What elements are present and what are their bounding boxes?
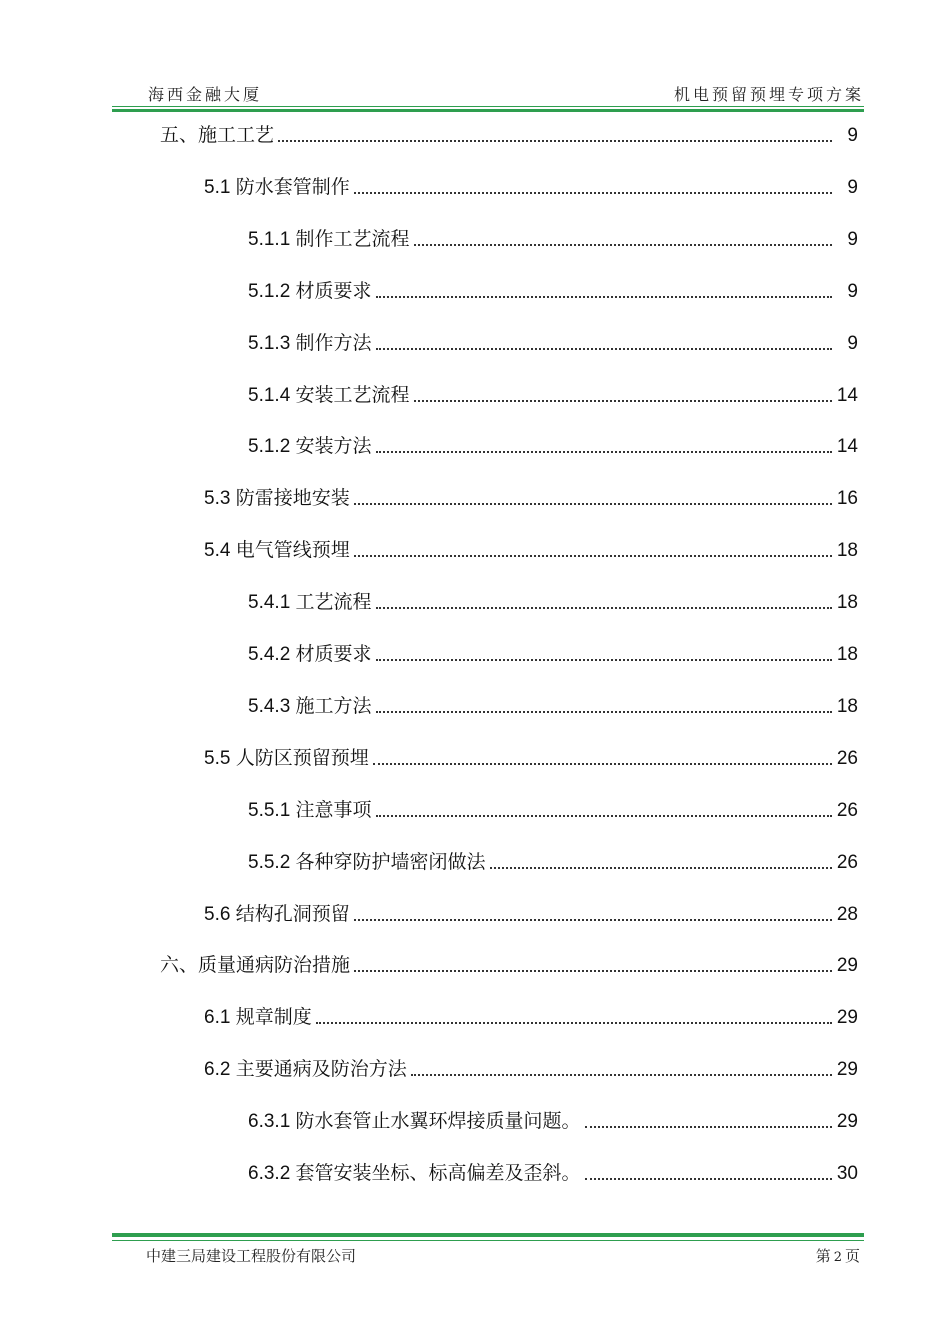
toc-dot-leader [490, 867, 832, 869]
toc-entry-page: 9 [847, 176, 858, 198]
toc-entry-page: 14 [836, 436, 858, 458]
toc-entry-label: 5.1.4 安装工艺流程 [248, 384, 410, 406]
toc-dot-leader [585, 1126, 832, 1128]
toc-entry-page: 18 [836, 592, 858, 614]
toc-entry-label: 5.6 结构孔洞预留 [204, 903, 350, 925]
toc-entry[interactable] [248, 380, 858, 410]
footer-company-name: 中建三局建设工程股份有限公司 [146, 1247, 357, 1265]
toc-entry-label: 五、施工工艺 [160, 125, 275, 146]
toc-dot-leader [376, 711, 832, 713]
toc-entry-label: 6.3.2 套管安装坐标、标高偏差及歪斜。 [248, 1163, 581, 1184]
page-suffix: 页 [844, 1247, 860, 1265]
toc-entry-page: 18 [836, 540, 858, 562]
toc-entry[interactable] [204, 172, 858, 202]
toc-dot-leader [376, 659, 832, 661]
toc-dot-leader [585, 1178, 832, 1180]
toc-entry-page: 28 [836, 903, 858, 925]
toc-entry-label: 5.1.1 制作工艺流程 [248, 228, 410, 250]
toc-entry-label: 5.3 防雷接地安装 [204, 488, 350, 510]
toc-entry[interactable] [248, 1106, 858, 1136]
toc-entry[interactable] [248, 691, 858, 721]
toc-entry-label: 六、质量通病防治措施 [160, 955, 351, 977]
toc-entry[interactable] [204, 483, 858, 513]
toc-entry-page: 9 [847, 228, 858, 250]
footer-rule-thick [112, 1233, 864, 1237]
page-prefix: 第 [815, 1247, 831, 1265]
toc-entry[interactable] [248, 587, 858, 617]
toc-dot-leader [414, 400, 832, 402]
header-rule [112, 106, 864, 107]
toc-entry-label: 6.3.1 防水套管止水翼环焊接质量问题。 [248, 1111, 581, 1133]
page-footer [112, 1243, 864, 1273]
toc-entry-page: 29 [836, 1007, 858, 1029]
toc-entry-page: 29 [836, 1111, 858, 1133]
toc-entry-label: 5.5 人防区预留预埋 [204, 747, 369, 769]
toc-entry[interactable] [204, 1054, 858, 1084]
toc-dot-leader [354, 919, 832, 921]
toc-entry-label: 5.1.3 制作方法 [248, 332, 372, 354]
toc-entry-label: 6.2 主要通病及防治方法 [204, 1059, 407, 1081]
toc-dot-leader [354, 503, 832, 505]
toc-entry[interactable] [248, 431, 858, 461]
toc-entry[interactable] [204, 899, 858, 929]
page-header [112, 78, 864, 108]
toc-entry-page: 18 [836, 695, 858, 717]
header-project-name: 海西金融大厦 [148, 85, 263, 104]
toc-entry-page: 29 [836, 955, 858, 977]
toc-entry[interactable] [248, 639, 858, 669]
toc-entry[interactable] [248, 795, 858, 825]
toc-dot-leader [376, 348, 832, 350]
toc-entry-page: 29 [836, 1059, 858, 1081]
toc-dot-leader [376, 451, 832, 453]
toc-dot-leader [278, 140, 832, 142]
toc-dot-leader [316, 1022, 832, 1024]
toc-dot-leader [414, 244, 832, 246]
toc-entry[interactable] [204, 1002, 858, 1032]
toc-entry-page: 26 [836, 799, 858, 821]
toc-entry-label: 5.1.2 安装方法 [248, 436, 372, 458]
toc-entry-label: 5.5.2 各种穿防护墙密闭做法 [248, 851, 486, 873]
header-document-title: 机电预留预埋专项方案 [673, 85, 864, 104]
toc-entry-label: 5.5.1 注意事项 [248, 799, 372, 821]
toc-entry-page: 9 [847, 332, 858, 354]
toc-entry-page: 26 [836, 747, 858, 769]
toc-entry-label: 5.4.3 施工方法 [248, 695, 372, 717]
toc-dot-leader [376, 607, 832, 609]
toc-entry-page: 14 [836, 384, 858, 406]
toc-entry[interactable] [248, 224, 858, 254]
toc-entry-page: 9 [847, 125, 858, 146]
toc-entry-label: 5.4.1 工艺流程 [248, 592, 372, 614]
toc-dot-leader [354, 555, 832, 557]
footer-page-number [816, 1245, 860, 1266]
toc-entry[interactable] [248, 276, 858, 306]
toc-entry[interactable] [248, 847, 858, 877]
toc-entry-label: 5.4 电气管线预埋 [204, 540, 350, 562]
toc-entry-label: 5.4.2 材质要求 [248, 644, 372, 665]
toc-entry-page: 16 [836, 488, 858, 510]
page-number: 2 [833, 1250, 842, 1265]
toc-entry-page: 18 [836, 644, 858, 665]
toc-entry[interactable] [160, 950, 858, 980]
toc-dot-leader [373, 763, 832, 765]
toc-entry-page: 30 [836, 1163, 858, 1184]
toc-dot-leader [411, 1074, 832, 1076]
toc-entry-label: 5.1.2 材质要求 [248, 280, 372, 302]
toc-dot-leader [354, 192, 832, 194]
toc-entry-label: 5.1 防水套管制作 [204, 176, 350, 198]
toc-entry-page: 26 [836, 851, 858, 873]
toc-entry[interactable] [248, 1158, 858, 1188]
toc-dot-leader [354, 970, 832, 972]
footer-rule [112, 1240, 864, 1241]
toc-dot-leader [376, 296, 832, 298]
header-rule-thick [112, 109, 864, 112]
toc-entry-label: 6.1 规章制度 [204, 1007, 312, 1029]
toc-dot-leader [376, 815, 832, 817]
toc-entry[interactable] [160, 120, 858, 150]
toc-entry[interactable] [204, 743, 858, 773]
toc-entry-page: 9 [847, 280, 858, 302]
toc-entry[interactable] [248, 328, 858, 358]
toc-entry[interactable] [204, 535, 858, 565]
